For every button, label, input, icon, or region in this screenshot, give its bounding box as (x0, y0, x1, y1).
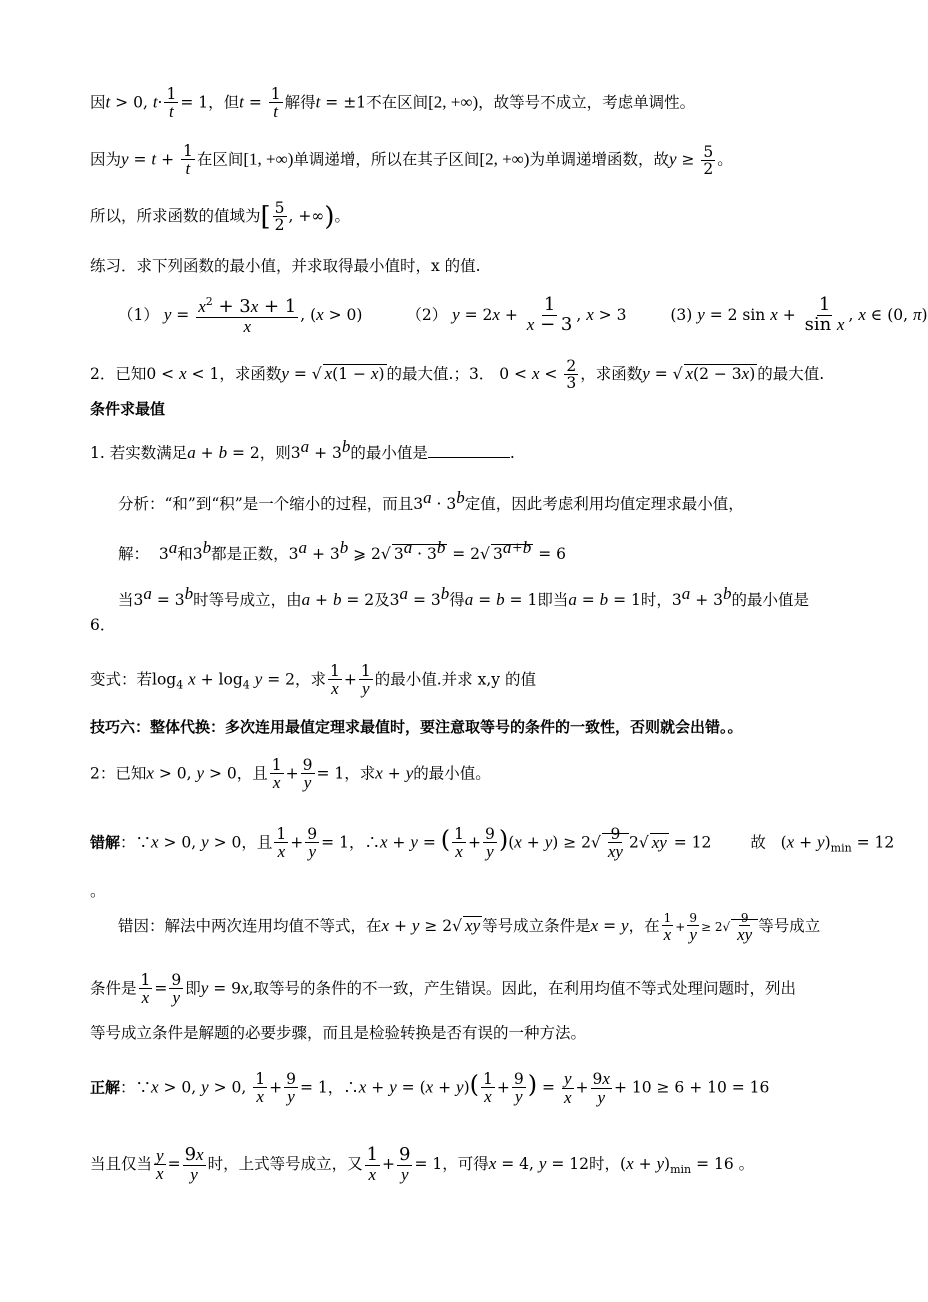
analysis-1: 分析：“和”到“积”是一个缩小的过程，而且$3^a \cdot 3^b$定值，因此考虑利用均值定理求最小值， (118, 488, 744, 514)
line-max-problems: 2．已知0 < x < 1，求函数y = √ x(1 − x) 的最大值.；3． 0 < x < $\frac{2}{3}$ ，求函数y = √ x(2 − 3x) 的最大值. (90, 357, 825, 393)
tip-6: 技巧六：整体代换：多次连用最值定理求最值时，要注意取等号的条件的一致性，否则就会出错。。 (90, 718, 743, 736)
error-reason-2: 条件是 $\frac{1}{x}$ = $\frac{9}{y}$ 即y = 9x,取等号的条件的不一致，产生错误。因此，在利用均值不等式处理问题时，列出 (90, 971, 797, 1008)
error-reason-1: 错因：解法中两次连用均值不等式，在x + y ≥ 2√ xy 等号成立条件是x = y，在 $\frac{1}{x}$ + $\frac{9}{y}$ ≥ 2√ $\frac{9}{xy}$ 等号成立 (118, 911, 821, 944)
wrong-solution-end: 。 (90, 882, 106, 900)
solution-1: 解： 3$^a$和3$^b$都是正数，$3^a + 3^b$ ⩾ 2√ $3^a \cdot 3^b = 2√$ $3^{a+b} = 6$ (118, 538, 566, 564)
line-equality-check: 因t > 0, t· $\frac{1}{t}$ = 1，但t = $\frac{1}{t}$ 解得t = ±1不在区间[2, +∞)，故等号不成立，考虑单调性。 (90, 85, 696, 122)
line-exercises: （1） y = $\frac{x^2 + 3x + 1}{x}$ , (x > 0) （2） y = 2x + $\frac{1}{x - 3}$ , x > 3 (3) y = 2 sin x + $\frac{1}{\text{sin x}}$ , x ∈ (0, π) (118, 294, 928, 336)
solution-1-equality: 当$3^a = 3^b$时等号成立，由a + b = 2及$3^a = 3^b$得a = b = 1即当a = b = 1时，$3^a + 3^b$的最小值是 (118, 584, 809, 610)
section-heading: 条件求最值 (90, 400, 166, 418)
final-answer: 当且仅当 $\frac{y}{x}$ = $\frac{9x}{y}$ 时，上式等号成立，又 $\frac{1}{x}$ + $\frac{9}{y}$ = 1，可得x = 4, y = 12时，$(x + y)_{min} = 16$ 。 (90, 1144, 755, 1184)
line-exercise-heading: 练习．求下列函数的最小值，并求取得最小值时，x 的值. (90, 257, 481, 275)
line-monotonic: 因为y = t + $\frac{1}{t}$ 在区间[1, +∞)单调递增，所以在其子区间[2, +∞)为单调递增函数，故y ≥ $\frac{5}{2}$ 。 (90, 142, 733, 179)
correct-solution: 正解：∵x > 0, y > 0, $\frac{1}{x}$ + $\frac{9}{y}$ = 1，∴x + y = (x + y)( $\frac{1}{x}$ + $\frac{9}{y}$ ) = $\frac{y}{x}$ + $\frac{9x}{y}$ + 10 ≥ 6 + 10 = 16 (90, 1069, 770, 1107)
line-range: 所以，所求函数的值域为[ $\frac{5}{2}$ , +∞)。 (90, 199, 350, 235)
variant-1: 变式：若$\log_4 x + \log_4 y = 2$，求 $\frac{1}{x}$ + $\frac{1}{y}$ 的最小值.并求 x,y 的值 (90, 662, 536, 699)
question-1: 1. 若实数满足a + b = 2，则$3^a + 3^b$的最小值是 . (90, 437, 515, 463)
error-reason-3: 等号成立条件是解题的必要步骤，而且是检验转换是否有误的一种方法。 (90, 1024, 587, 1042)
question-2: 2：已知x > 0, y > 0，且 $\frac{1}{x}$ + $\frac{9}{y}$ = 1，求x + y的最小值。 (90, 756, 491, 793)
solution-1-answer: 6． (90, 616, 116, 634)
wrong-solution: 错解：∵x > 0, y > 0，且 $\frac{1}{x}$ + $\frac{9}{y}$ = 1，∴x + y = ( $\frac{1}{x}$ + $\frac{9}{y}$ )(x + y) ≥ 2√ $\frac{9}{xy}$ 2√ xy = 12 故 $(x + y)_{min} = 12$ (90, 825, 895, 862)
